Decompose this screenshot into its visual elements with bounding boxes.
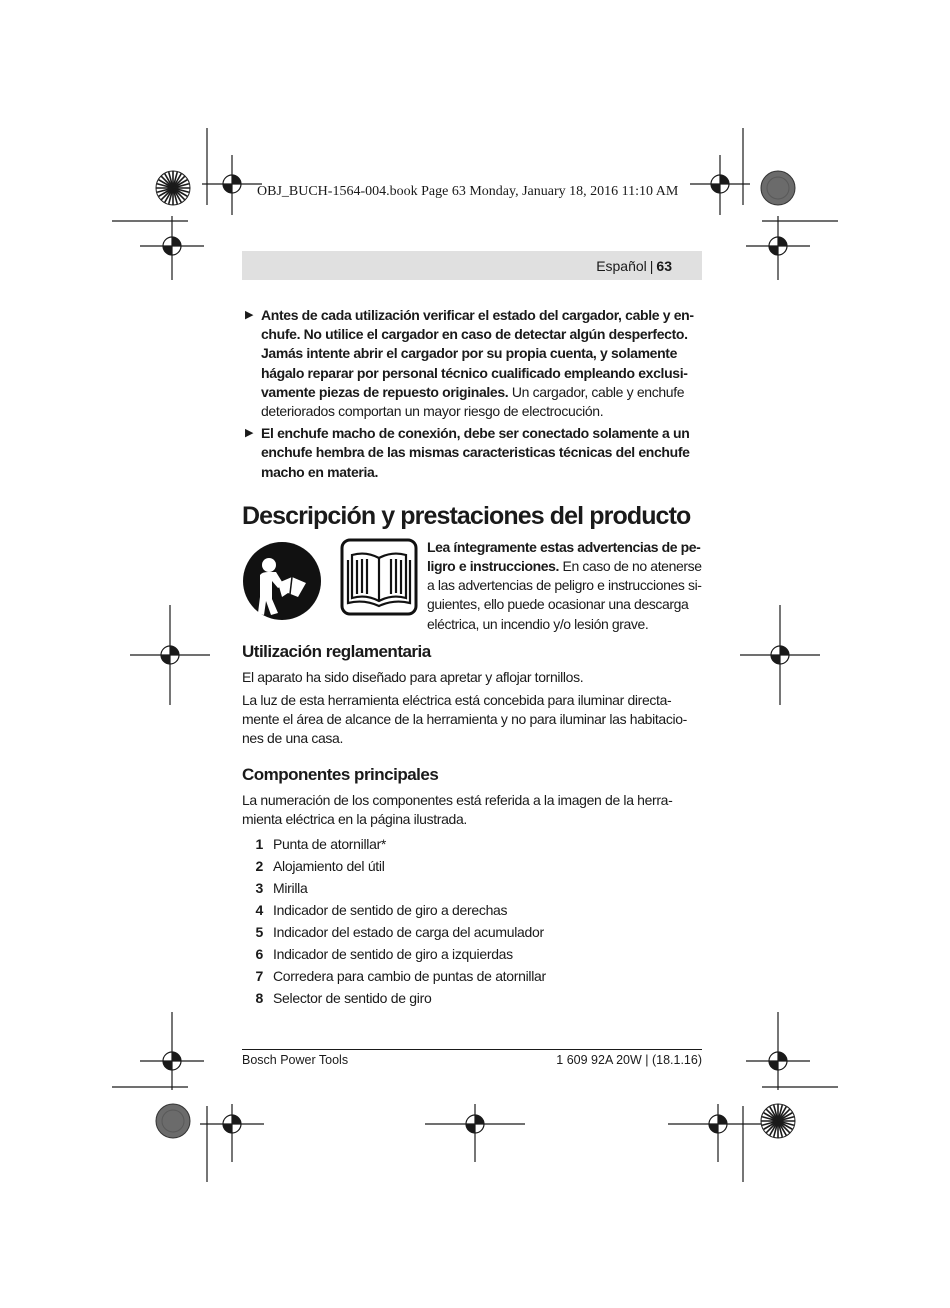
- item-number: 3: [255, 880, 263, 897]
- safety-notice-text: [427, 538, 702, 634]
- item-number: 4: [255, 902, 263, 919]
- crosshair-icon: [200, 1098, 264, 1162]
- list-item: [242, 855, 702, 877]
- safety-bold: Lea íntegramente estas advertencias de pe-ligro e instrucciones.: [427, 538, 701, 575]
- crosshair-icon: [200, 155, 264, 215]
- components-list: [242, 833, 702, 1009]
- components-heading: Componentes principales: [242, 764, 439, 784]
- item-number: 5: [255, 924, 263, 941]
- item-label: Indicador de sentido de giro a derechas: [273, 902, 508, 919]
- job-line: OBJ_BUCH-1564-004.book Page 63 Monday, January 18, 2016 11:10 AM: [257, 184, 679, 199]
- header-language: Español: [596, 258, 647, 274]
- crosshair-icon: [668, 1098, 768, 1162]
- section-title: Descripción y prestaciones del producto: [242, 501, 691, 530]
- crosshair-icon: [746, 216, 810, 280]
- warning-bold: Antes de cada utilización verificar el estado del cargador, cable y en-chufe. No utilice el cargador en caso de detectar algún desperfecto. Jamás intente abrir el cargador por su propia cuenta, y solamente hágalo reparar por personal técnico cualificado empleando exclusi-vamente piezas de repuesto originales.: [261, 307, 694, 400]
- item-number: 1: [255, 836, 263, 853]
- grey-target-icon: [760, 170, 796, 206]
- header-separator: |: [649, 258, 654, 274]
- footer-doc-id: 1 609 92A 20W | (18.1.16): [556, 1053, 702, 1067]
- list-item: [242, 833, 702, 855]
- item-label: Punta de atornillar*: [273, 836, 387, 853]
- intended-use-heading: Utilización reglamentaria: [242, 641, 431, 661]
- person-reading-icon: [242, 541, 322, 621]
- crosshair-icon: [425, 1098, 525, 1162]
- crosshair-icon: [140, 216, 204, 280]
- item-number: 7: [255, 968, 263, 985]
- item-label: Indicador de sentido de giro a izquierdas: [273, 946, 513, 963]
- item-number: 8: [255, 990, 263, 1007]
- item-label: Corredera para cambio de puntas de atornillar: [273, 968, 546, 985]
- warning-item: [242, 424, 702, 482]
- safety-notice: [242, 538, 702, 632]
- intended-use-paragraph: El aparato ha sido diseñado para apretar y aflojar tornillos.: [242, 668, 584, 685]
- page-number: 63: [656, 258, 672, 274]
- list-item: [242, 921, 702, 943]
- crosshair-icon: [740, 605, 820, 705]
- bullet-triangle-icon: ▶: [245, 427, 254, 440]
- sunburst-target-icon: [155, 170, 191, 206]
- page-header: [242, 251, 702, 280]
- warning-item: [242, 306, 702, 421]
- crosshair-icon: [746, 1012, 810, 1102]
- item-label: Indicador del estado de carga del acumulador: [273, 924, 544, 941]
- crosshair-icon: [140, 1012, 204, 1102]
- open-book-icon: [340, 538, 418, 616]
- bullet-triangle-icon: ▶: [245, 309, 254, 321]
- warning-regular: Un cargador, cable y enchufe deteriorados comportan un mayor riesgo de electrocución.: [261, 383, 685, 420]
- intended-use-paragraph: La luz de esta herramienta eléctrica está concebida para iluminar directa-mente el área de alcance de la herramienta y no para iluminar las habitacio-nes de una casa.: [242, 692, 687, 747]
- list-item: [242, 943, 702, 965]
- list-item: [242, 899, 702, 921]
- warning-bold: El enchufe macho de conexión, debe ser conectado solamente a un enchufe hembra de las mismas caracteristicas técnicas del enchufe macho en materia.: [261, 425, 690, 480]
- list-item: [242, 877, 702, 899]
- footer-rule: [242, 1049, 702, 1050]
- item-label: Selector de sentido de giro: [273, 990, 432, 1007]
- item-label: Mirilla: [273, 880, 308, 897]
- list-item: [242, 965, 702, 987]
- item-label: Alojamiento del útil: [273, 858, 385, 875]
- sunburst-target-icon: [760, 1103, 796, 1139]
- safety-regular: En caso de no atenerse a las advertencias de peligro e instrucciones si-guientes, ello puede ocasionar una descarga eléctrica, un incendio y/o lesión grave.: [427, 558, 702, 632]
- grey-target-icon: [155, 1103, 191, 1139]
- footer-brand: Bosch Power Tools: [242, 1053, 349, 1067]
- item-number: 2: [255, 858, 263, 875]
- page-content: [242, 306, 702, 1009]
- crosshair-icon: [130, 605, 210, 705]
- list-item: [242, 987, 702, 1009]
- components-intro: La numeración de los componentes está referida a la imagen de la herra-mienta eléctrica en la página ilustrada.: [242, 791, 673, 827]
- item-number: 6: [255, 946, 263, 963]
